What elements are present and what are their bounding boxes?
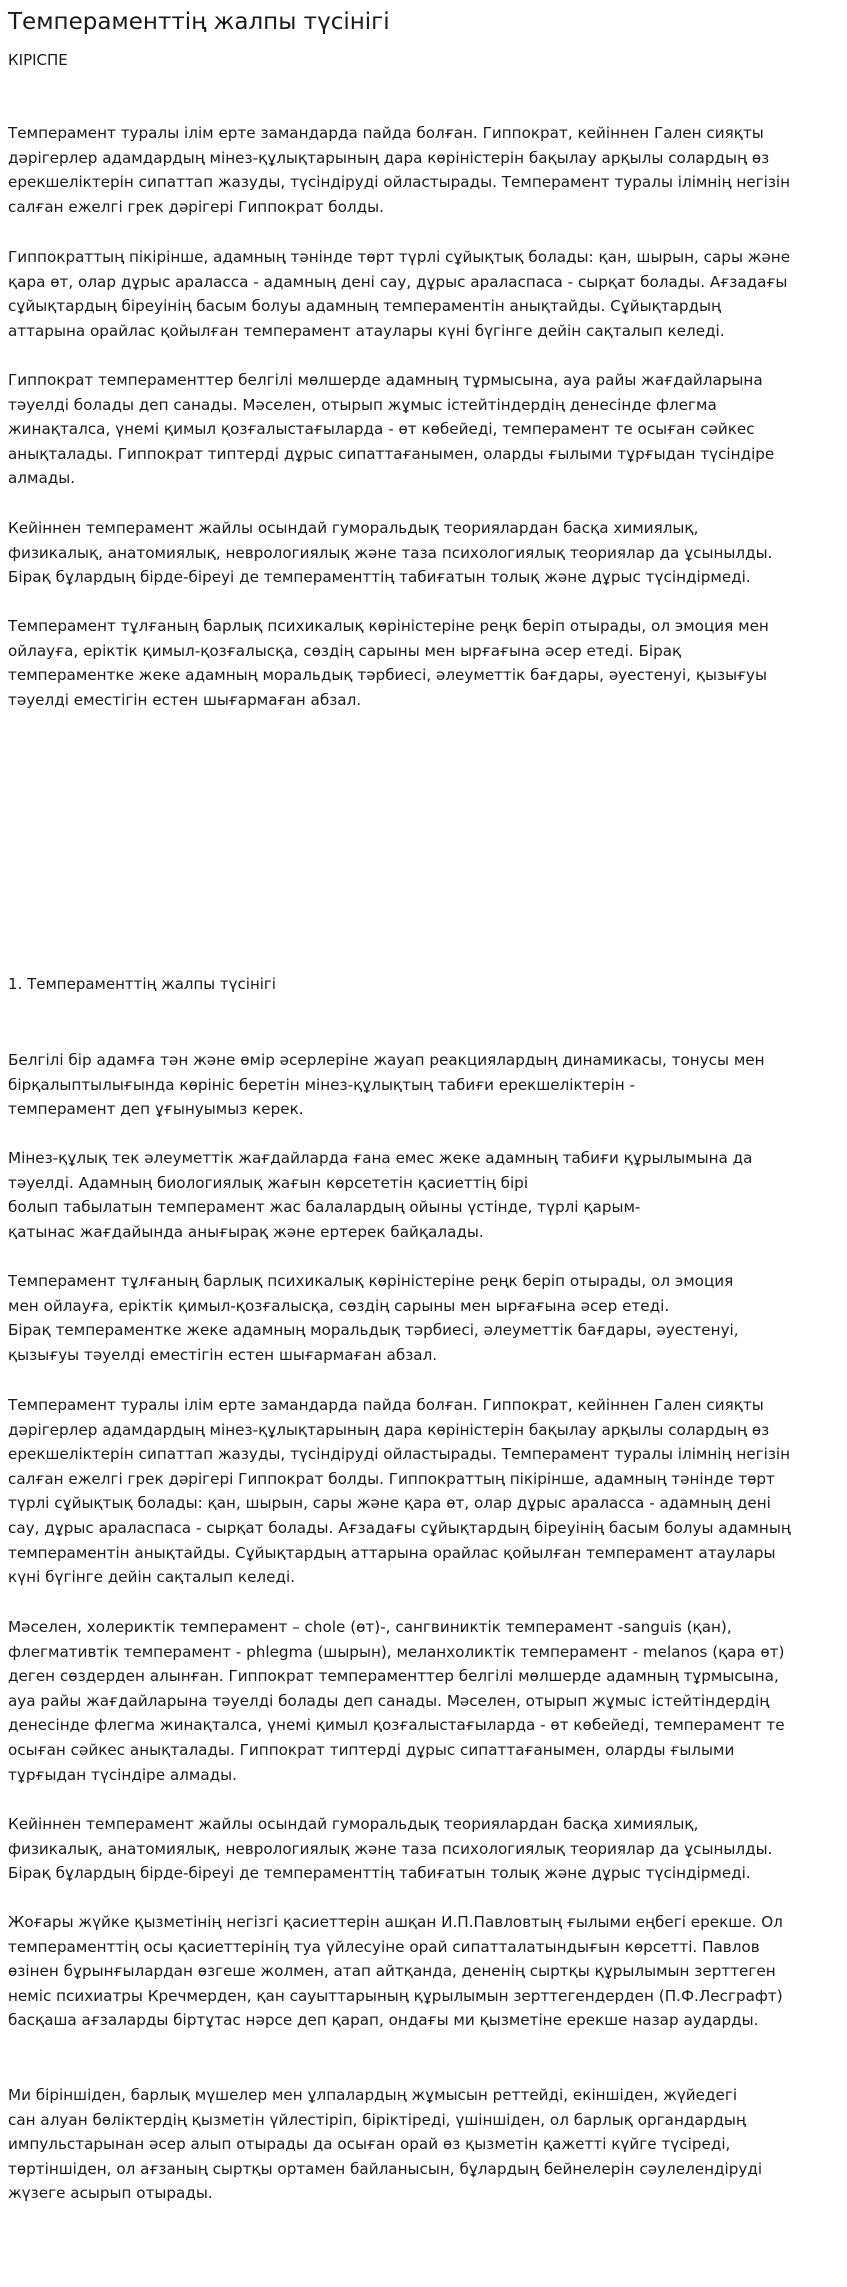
intro-paragraph-5: Темперамент тұлғаның барлық психикалық көріністеріне реңк беріп отырады, ол эмоция мен ойлауға, еріктік қимыл-қозғалысқа, сөздің сарыны мен ырғағына әсер етеді. Бірақ темпераментке жеке адамның моральдық тәрбиесі, әлеуметтік бағдары, әуестенуі, қызығуы тәуелді еместігін естен шығармаған абзал.	[8, 617, 769, 709]
intro-paragraph-2: Гиппократтың пікірінше, адамның тәнінде төрт түрлі сұйықтық болады: қан, шырын, сары және қара өт, олар дұрыс араласса - адамның дені сау, дұрыс араласпаса - сырқат болады. Ағзадағы сұйықтардың біреуінің басым болуы адамның темпераментін анықтайды. Сұйықтардың аттарына орайлас қойылған темперамент атаулары күні бүгінге дейін сақталып келеді.	[8, 248, 791, 340]
intro-paragraph-4: Кейіннен темперамент жайлы осындай гуморальдық теориялардан басқа химиялық, физикалық, анатомиялық, неврологиялық және таза психологиялық теориялар да ұсынылды. Бірақ бұлардың бірде-біреуі де темпераменттің табиғатын толық және дұрыс түсіндірмеді.	[8, 519, 773, 587]
intro-heading: КІРІСПЕ	[8, 51, 68, 69]
section-paragraph-4: Темперамент туралы ілім ерте замандарда пайда болған. Гиппократ, кейіннен Гален сияқты дәрігерлер адамдардың мінез-құлықтарының дара көріністерін бақылау арқылы солардың өз ерекшеліктерін сипаттап жазуды, түсіндіруді ойластырады. Темперамент туралы ілімнің негізін салған ежелгі грек дәрігері Гиппократ болды. Гиппократтың пікірінше, адамның тәнінде төрт түрлі сұйықтық болады: қан, шырын, сары және қара өт, олар дұрыс араласса - адамның дені сау, дұрыс араласпаса - сырқат болады. Ағзадағы сұйықтардың біреуінің басым болуы адамның темпераментін анықтайды. Сұйықтардың аттарына орайлас қойылған темперамент атаулары күні бүгінге дейін сақталып келеді.	[8, 1396, 791, 1587]
section-paragraph-1: Белгілі бір адамға тән және өмір әсерлеріне жауап реакциялардың динамикасы, тонусы мен бірқалыптылығында көрініс беретін мінез-құлықтың табиғи ерекшеліктерін - темперамент деп ұғынуымыз керек.	[8, 1051, 765, 1119]
section-paragraph-2: Мінез-құлық тек әлеуметтік жағдайларда ғана емес жеке адамның табиғи құрылымына да тәуелді. Адамның биологиялық жағын көрсететін қасиеттің бірі болып табылатын темперамент жас балалардың ойыны үстінде, түрлі қарым- қатынас жағдайында анығырақ және ертерек байқалады.	[8, 1149, 753, 1241]
section-paragraph-6: Кейіннен темперамент жайлы осындай гуморальдық теориялардан басқа химиялық, физикалық, анатомиялық, неврологиялық және таза психологиялық теориялар да ұсынылды. Бірақ бұлардың бірде-біреуі де темпераменттің табиғатын толық және дұрыс түсіндірмеді.	[8, 1815, 773, 1883]
intro-paragraph-1: Темперамент туралы ілім ерте замандарда пайда болған. Гиппократ, кейіннен Гален сияқты дәрігерлер адамдардың мінез-құлықтарының дара көріністерін бақылау арқылы солардың өз ерекшеліктерін сипаттап жазуды, түсіндіруді ойластырады. Темперамент туралы ілімнің негізін салған ежелгі грек дәрігері Гиппократ болды.	[8, 124, 791, 216]
section-paragraph-5: Мәселен, холериктік темперамент – chole (өт)-, сангвиниктік темперамент -sanguis (қан), флегмативтік темперамент - phlegma (шырын), меланхоликтік темперамент - melanos (қара өт) деген сөздерден алынған. Гиппократ темпераменттер белгілі мөлшерде адамның тұрмысына, ауа райы жағдайларына тәуелді болады деп санады. Мәселен, отырып жұмыс істейтіндердің денесінде флегма жинақталса, үнемі қимыл қозғалыстағыларда - өт көбейеді, темперамент те осыған сәйкес анықталады. Гиппократ типтерді дұрыс сипаттағанымен, оларды ғылыми тұрғыдан түсіндіре алмады.	[8, 1618, 785, 1784]
section-paragraph-3: Темперамент тұлғаның барлық психикалық көріністеріне реңк беріп отырады, ол эмоция мен ойлауға, еріктік қимыл-қозғалысқа, сөздің сарыны мен ырғағына әсер етеді. Бірақ темпераментке жеке адамның моральдық тәрбиесі, әлеуметтік бағдары, әуестенуі, қызығуы тәуелді еместігін естен шығармаған абзал.	[8, 1272, 739, 1364]
section-paragraph-7: Жоғары жүйке қызметінің негізгі қасиеттерін ашқан И.П.Павловтың ғылыми еңбегі ерекше. Ол темпераменттің осы қасиеттерінің туа үйлесуіне орай сипатталатындығын көрсетті. Павлов өзінен бұрынғылардан өзгеше жолмен, атап айтқанда, дененің сыртқы құрылымын зерттеген неміс психиатры Кречмерден, қан сауыттарының құрылымын зерттегендерден (П.Ф.Лесграфт) басқаша ағзаларды біртұтас нәрсе деп қарап, ондағы ми қызметіне ерекше назар аударды.	[8, 1913, 783, 2030]
page-title: Темпераменттің жалпы түсінігі	[8, 9, 390, 35]
intro-paragraph-3: Гиппократ темпераменттер белгілі мөлшерде адамның тұрмысына, ауа райы жағдайларына тәуелді болады деп санады. Мәселен, отырып жұмыс істейтіндердің денесінде флегма жинақталса, үнемі қимыл қозғалыстағыларда - өт көбейеді, темперамент те осыған сәйкес анықталады. Гиппократ типтерді дұрыс сипаттағанымен, оларды ғылыми тұрғыдан түсіндіре алмады.	[8, 371, 775, 488]
section-heading: 1. Темпераменттің жалпы түсінігі	[8, 975, 276, 993]
section-paragraph-8: Ми біріншіден, барлық мүшелер мен ұлпалардың жұмысын реттейді, екіншіден, жүйедегі сан алуан бөліктердің қызметін үйлестіріп, біріктіреді, үшіншіден, ол барлық органдардың импульстарынан әсер алып отырады да осыған орай өз қызметін қажетті күйге түсіреді, төртіншіден, ол ағзаның сыртқы ортамен байланысын, бұлардың бейнелерін сәулелендіруді жүзеге асырып отырады.	[8, 2086, 763, 2203]
